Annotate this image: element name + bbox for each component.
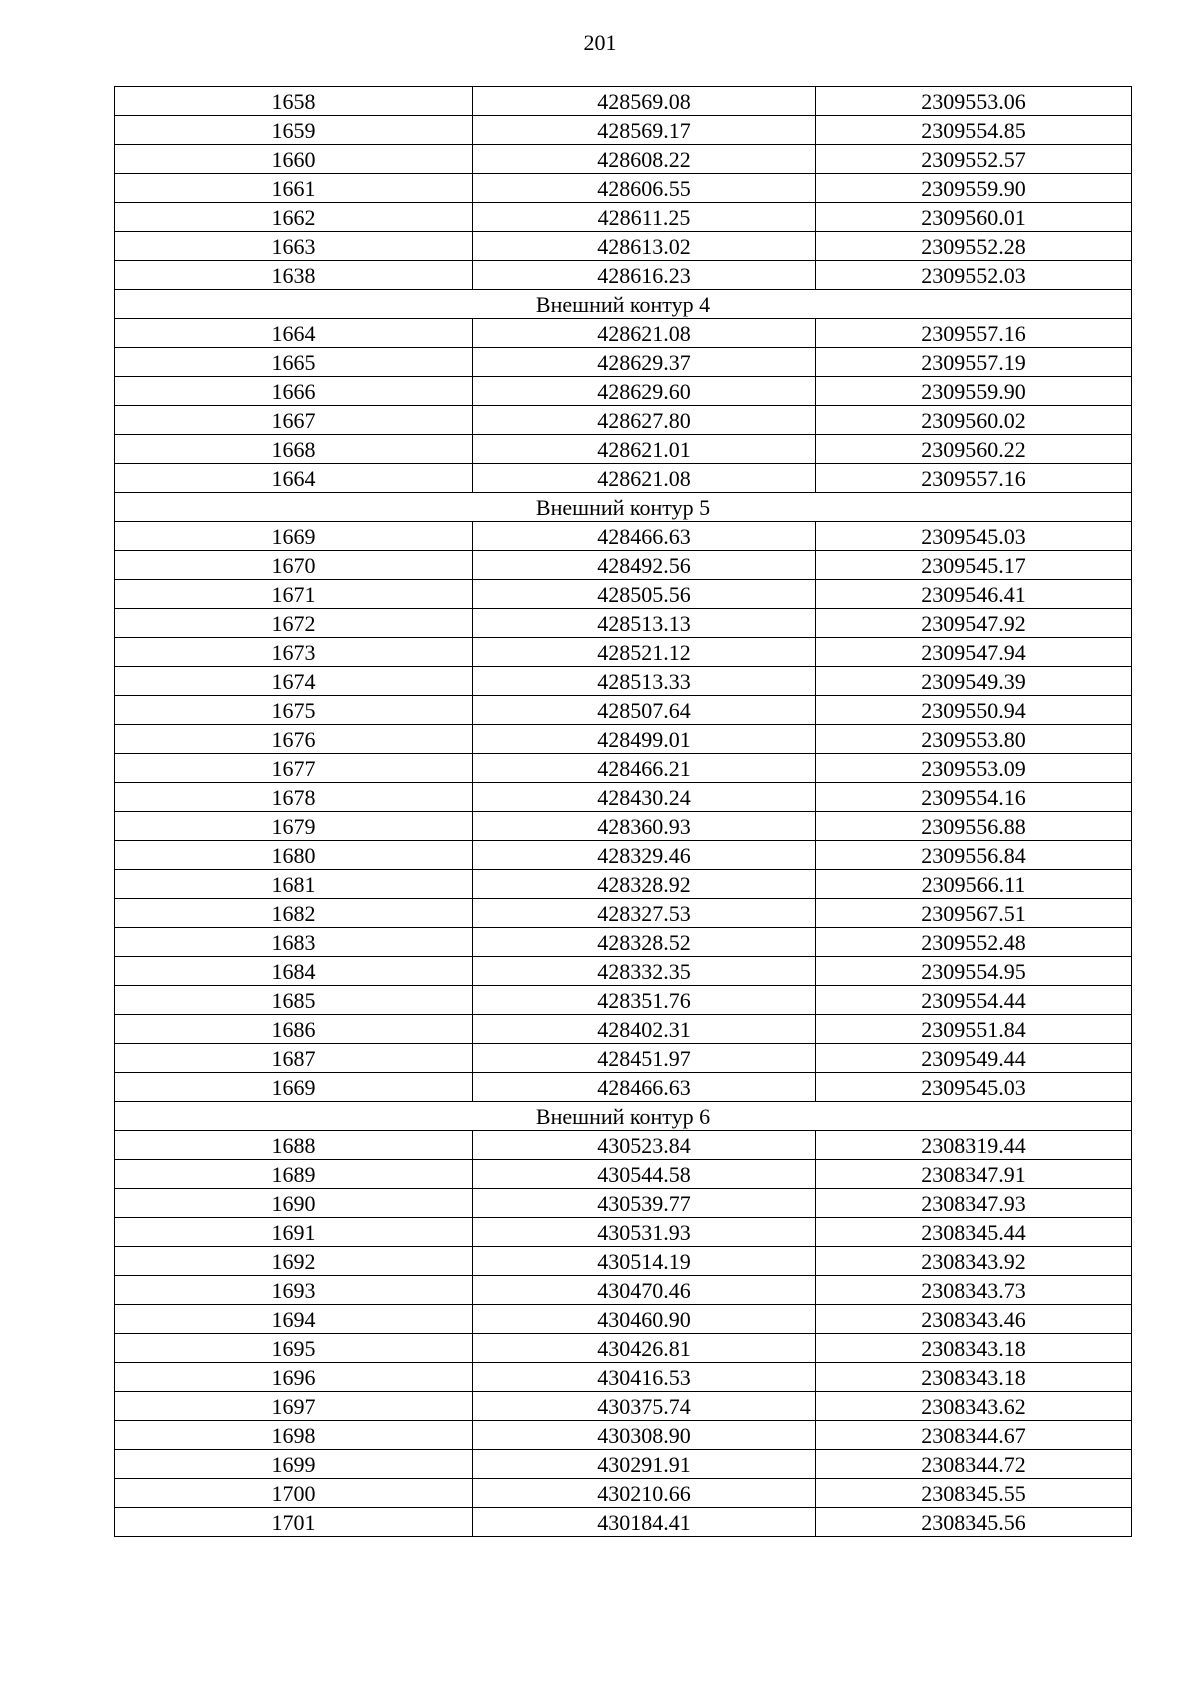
x-coordinate-cell: 430531.93 [473,1218,816,1247]
y-coordinate-cell: 2309550.94 [816,696,1132,725]
y-coordinate-cell: 2309560.01 [816,203,1132,232]
table-row [115,667,1132,696]
x-coordinate-cell: 428569.08 [473,87,816,116]
x-coordinate-cell: 430514.19 [473,1247,816,1276]
point-number-cell: 1663 [115,232,473,261]
x-coordinate-cell: 430210.66 [473,1479,816,1508]
table-row [115,725,1132,754]
point-number-cell: 1666 [115,377,473,406]
x-coordinate-cell: 428451.97 [473,1044,816,1073]
x-coordinate-cell: 428621.08 [473,464,816,493]
x-coordinate-cell: 428466.63 [473,1073,816,1102]
x-coordinate-cell: 430470.46 [473,1276,816,1305]
point-number-cell: 1668 [115,435,473,464]
y-coordinate-cell: 2309557.16 [816,464,1132,493]
y-coordinate-cell: 2308345.44 [816,1218,1132,1247]
table-row [115,116,1132,145]
y-coordinate-cell: 2309552.57 [816,145,1132,174]
x-coordinate-cell: 428621.08 [473,319,816,348]
y-coordinate-cell: 2309552.48 [816,928,1132,957]
point-number-cell: 1660 [115,145,473,174]
y-coordinate-cell: 2309560.22 [816,435,1132,464]
y-coordinate-cell: 2308344.67 [816,1421,1132,1450]
page-number: 201 [583,30,617,55]
x-coordinate-cell: 430544.58 [473,1160,816,1189]
y-coordinate-cell: 2309545.17 [816,551,1132,580]
table-row [115,870,1132,899]
table-row [115,406,1132,435]
y-coordinate-cell: 2309554.95 [816,957,1132,986]
x-coordinate-cell: 430523.84 [473,1131,816,1160]
table-row [115,986,1132,1015]
x-coordinate-cell: 428466.63 [473,522,816,551]
point-number-cell: 1690 [115,1189,473,1218]
point-number-cell: 1659 [115,116,473,145]
point-number-cell: 1658 [115,87,473,116]
table-row [115,1015,1132,1044]
section-header-label: Внешний контур 5 [115,493,1132,522]
y-coordinate-cell: 2308343.92 [816,1247,1132,1276]
x-coordinate-cell: 430460.90 [473,1305,816,1334]
table-row [115,203,1132,232]
table-row [115,1218,1132,1247]
table-row [115,1392,1132,1421]
table-row [115,1160,1132,1189]
point-number-cell: 1688 [115,1131,473,1160]
table-row [115,464,1132,493]
point-number-cell: 1664 [115,464,473,493]
point-number-cell: 1683 [115,928,473,957]
y-coordinate-cell: 2308343.18 [816,1334,1132,1363]
table-row [115,957,1132,986]
section-header-row [115,290,1132,319]
point-number-cell: 1686 [115,1015,473,1044]
point-number-cell: 1699 [115,1450,473,1479]
x-coordinate-cell: 428499.01 [473,725,816,754]
y-coordinate-cell: 2308344.72 [816,1450,1132,1479]
x-coordinate-cell: 428521.12 [473,638,816,667]
table-row [115,1479,1132,1508]
x-coordinate-cell: 428430.24 [473,783,816,812]
x-coordinate-cell: 428328.52 [473,928,816,957]
point-number-cell: 1638 [115,261,473,290]
y-coordinate-cell: 2309556.84 [816,841,1132,870]
y-coordinate-cell: 2309546.41 [816,580,1132,609]
point-number-cell: 1661 [115,174,473,203]
y-coordinate-cell: 2308343.18 [816,1363,1132,1392]
point-number-cell: 1677 [115,754,473,783]
x-coordinate-cell: 428611.25 [473,203,816,232]
coordinates-table-body [115,87,1132,1537]
x-coordinate-cell: 430539.77 [473,1189,816,1218]
point-number-cell: 1674 [115,667,473,696]
x-coordinate-cell: 430375.74 [473,1392,816,1421]
section-header-row [115,1102,1132,1131]
y-coordinate-cell: 2309545.03 [816,522,1132,551]
point-number-cell: 1669 [115,1073,473,1102]
point-number-cell: 1671 [115,580,473,609]
y-coordinate-cell: 2309553.80 [816,725,1132,754]
point-number-cell: 1693 [115,1276,473,1305]
y-coordinate-cell: 2309567.51 [816,899,1132,928]
table-row [115,1247,1132,1276]
x-coordinate-cell: 428606.55 [473,174,816,203]
point-number-cell: 1700 [115,1479,473,1508]
y-coordinate-cell: 2309549.44 [816,1044,1132,1073]
y-coordinate-cell: 2309559.90 [816,377,1132,406]
x-coordinate-cell: 430184.41 [473,1508,816,1537]
table-row [115,1189,1132,1218]
y-coordinate-cell: 2308345.55 [816,1479,1132,1508]
x-coordinate-cell: 428328.92 [473,870,816,899]
point-number-cell: 1676 [115,725,473,754]
table-row [115,377,1132,406]
table-row [115,348,1132,377]
section-header-row [115,493,1132,522]
x-coordinate-cell: 428332.35 [473,957,816,986]
section-header-label: Внешний контур 6 [115,1102,1132,1131]
y-coordinate-cell: 2309554.16 [816,783,1132,812]
y-coordinate-cell: 2309545.03 [816,1073,1132,1102]
table-row [115,1363,1132,1392]
point-number-cell: 1684 [115,957,473,986]
table-row [115,1131,1132,1160]
table-row [115,609,1132,638]
x-coordinate-cell: 428360.93 [473,812,816,841]
point-number-cell: 1662 [115,203,473,232]
point-number-cell: 1696 [115,1363,473,1392]
y-coordinate-cell: 2309557.19 [816,348,1132,377]
table-row [115,812,1132,841]
y-coordinate-cell: 2309549.39 [816,667,1132,696]
y-coordinate-cell: 2309551.84 [816,1015,1132,1044]
point-number-cell: 1669 [115,522,473,551]
point-number-cell: 1667 [115,406,473,435]
x-coordinate-cell: 430416.53 [473,1363,816,1392]
x-coordinate-cell: 428402.31 [473,1015,816,1044]
x-coordinate-cell: 428627.80 [473,406,816,435]
point-number-cell: 1681 [115,870,473,899]
x-coordinate-cell: 428629.37 [473,348,816,377]
y-coordinate-cell: 2309553.06 [816,87,1132,116]
x-coordinate-cell: 428608.22 [473,145,816,174]
point-number-cell: 1665 [115,348,473,377]
table-row [115,841,1132,870]
point-number-cell: 1679 [115,812,473,841]
table-row [115,580,1132,609]
x-coordinate-cell: 428507.64 [473,696,816,725]
point-number-cell: 1695 [115,1334,473,1363]
y-coordinate-cell: 2309566.11 [816,870,1132,899]
x-coordinate-cell: 430308.90 [473,1421,816,1450]
x-coordinate-cell: 428505.56 [473,580,816,609]
table-row [115,1421,1132,1450]
x-coordinate-cell: 430426.81 [473,1334,816,1363]
x-coordinate-cell: 428569.17 [473,116,816,145]
point-number-cell: 1694 [115,1305,473,1334]
table-row [115,1334,1132,1363]
point-number-cell: 1672 [115,609,473,638]
y-coordinate-cell: 2308343.46 [816,1305,1132,1334]
point-number-cell: 1692 [115,1247,473,1276]
table-row [115,87,1132,116]
table-row [115,551,1132,580]
point-number-cell: 1697 [115,1392,473,1421]
point-number-cell: 1670 [115,551,473,580]
x-coordinate-cell: 428351.76 [473,986,816,1015]
x-coordinate-cell: 428513.13 [473,609,816,638]
table-row [115,232,1132,261]
point-number-cell: 1675 [115,696,473,725]
x-coordinate-cell: 430291.91 [473,1450,816,1479]
y-coordinate-cell: 2309559.90 [816,174,1132,203]
table-row [115,1305,1132,1334]
point-number-cell: 1698 [115,1421,473,1450]
y-coordinate-cell: 2309557.16 [816,319,1132,348]
table-row [115,145,1132,174]
point-number-cell: 1682 [115,899,473,928]
point-number-cell: 1701 [115,1508,473,1537]
x-coordinate-cell: 428616.23 [473,261,816,290]
point-number-cell: 1678 [115,783,473,812]
coordinates-table [114,86,1132,1537]
y-coordinate-cell: 2309552.28 [816,232,1132,261]
y-coordinate-cell: 2308347.93 [816,1189,1132,1218]
y-coordinate-cell: 2308347.91 [816,1160,1132,1189]
table-row [115,928,1132,957]
point-number-cell: 1685 [115,986,473,1015]
table-row [115,1450,1132,1479]
table-row [115,696,1132,725]
section-header-label: Внешний контур 4 [115,290,1132,319]
y-coordinate-cell: 2309560.02 [816,406,1132,435]
y-coordinate-cell: 2308343.73 [816,1276,1132,1305]
table-row [115,1044,1132,1073]
y-coordinate-cell: 2309553.09 [816,754,1132,783]
table-row [115,1508,1132,1537]
y-coordinate-cell: 2308343.62 [816,1392,1132,1421]
table-row [115,899,1132,928]
y-coordinate-cell: 2308345.56 [816,1508,1132,1537]
y-coordinate-cell: 2309554.85 [816,116,1132,145]
point-number-cell: 1687 [115,1044,473,1073]
y-coordinate-cell: 2308319.44 [816,1131,1132,1160]
table-row [115,754,1132,783]
table-row [115,1276,1132,1305]
y-coordinate-cell: 2309552.03 [816,261,1132,290]
point-number-cell: 1673 [115,638,473,667]
y-coordinate-cell: 2309547.94 [816,638,1132,667]
point-number-cell: 1680 [115,841,473,870]
table-row [115,783,1132,812]
x-coordinate-cell: 428613.02 [473,232,816,261]
table-row [115,174,1132,203]
x-coordinate-cell: 428629.60 [473,377,816,406]
table-row [115,522,1132,551]
point-number-cell: 1691 [115,1218,473,1247]
x-coordinate-cell: 428466.21 [473,754,816,783]
x-coordinate-cell: 428329.46 [473,841,816,870]
x-coordinate-cell: 428621.01 [473,435,816,464]
table-row [115,1073,1132,1102]
table-row [115,435,1132,464]
point-number-cell: 1689 [115,1160,473,1189]
point-number-cell: 1664 [115,319,473,348]
y-coordinate-cell: 2309547.92 [816,609,1132,638]
table-row [115,638,1132,667]
y-coordinate-cell: 2309556.88 [816,812,1132,841]
x-coordinate-cell: 428492.56 [473,551,816,580]
table-row [115,261,1132,290]
y-coordinate-cell: 2309554.44 [816,986,1132,1015]
x-coordinate-cell: 428327.53 [473,899,816,928]
table-row [115,319,1132,348]
x-coordinate-cell: 428513.33 [473,667,816,696]
